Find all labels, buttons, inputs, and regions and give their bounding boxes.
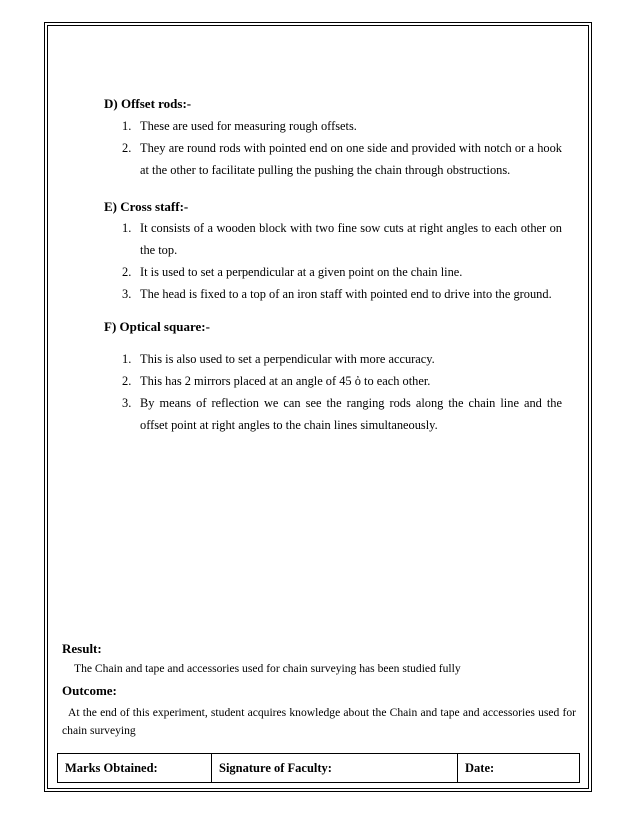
list-item [122,348,562,370]
list-item-text: It consists of a wooden block with two fine sow cuts at right angles to each other on the top. [140,221,562,257]
list-item-text: This has 2 mirrors placed at an angle of 45 ὀ to each other. [140,374,431,388]
list-item-text: This is also used to set a perpendicular with more accuracy. [140,352,435,366]
outcome-heading: Outcome: [62,683,117,698]
section-heading-offset-rods: D) Offset rods:- [104,96,192,111]
list-item-number: 1. [122,221,132,235]
list-item [122,137,562,181]
list-item-number: 1. [122,352,132,366]
faculty-signature-cell: Signature of Faculty: [212,754,458,783]
evaluation-table [57,753,580,783]
list-item-number: 2. [122,374,132,388]
list-item [122,283,562,305]
section-heading-cross-staff: E) Cross staff:- [104,199,189,214]
result-heading: Result: [62,641,102,656]
list-item-number: 2. [122,265,132,279]
list-item [122,370,562,392]
list-item-text: They are round rods with pointed end on one side and provided with notch or a hook at the other to facilitate pulling the pushing the chain through obstructions. [140,141,562,177]
cross-staff-list [122,217,562,305]
list-item-text: It is used to set a perpendicular at a given point on the chain line. [140,265,463,279]
outcome-text: At the end of this experiment, student acquires knowledge about the Chain and tape and accessories used for chain surveying [62,706,576,737]
date-cell: Date: [458,754,580,783]
section-heading-optical-square: F) Optical square:- [104,319,210,334]
list-item [122,217,562,261]
list-item-number: 3. [122,287,132,301]
list-item-number: 1. [122,119,132,133]
result-text: The Chain and tape and accessories used for chain surveying has been studied fully [74,662,461,675]
list-item-text: By means of reflection we can see the ranging rods along the chain line and the offset point at right angles to the chain lines simultaneously. [140,396,562,432]
list-item [122,261,562,283]
list-item-number: 3. [122,396,132,410]
list-item [122,115,562,137]
marks-obtained-cell: Marks Obtained: [58,754,212,783]
table-row [58,754,580,783]
list-item-text: The head is fixed to a top of an iron staff with pointed end to drive into the ground. [140,287,552,301]
optical-square-list [122,348,562,436]
list-item [122,392,562,436]
list-item-text: These are used for measuring rough offsets. [140,119,357,133]
offset-rods-list [122,115,562,181]
list-item-number: 2. [122,141,132,155]
